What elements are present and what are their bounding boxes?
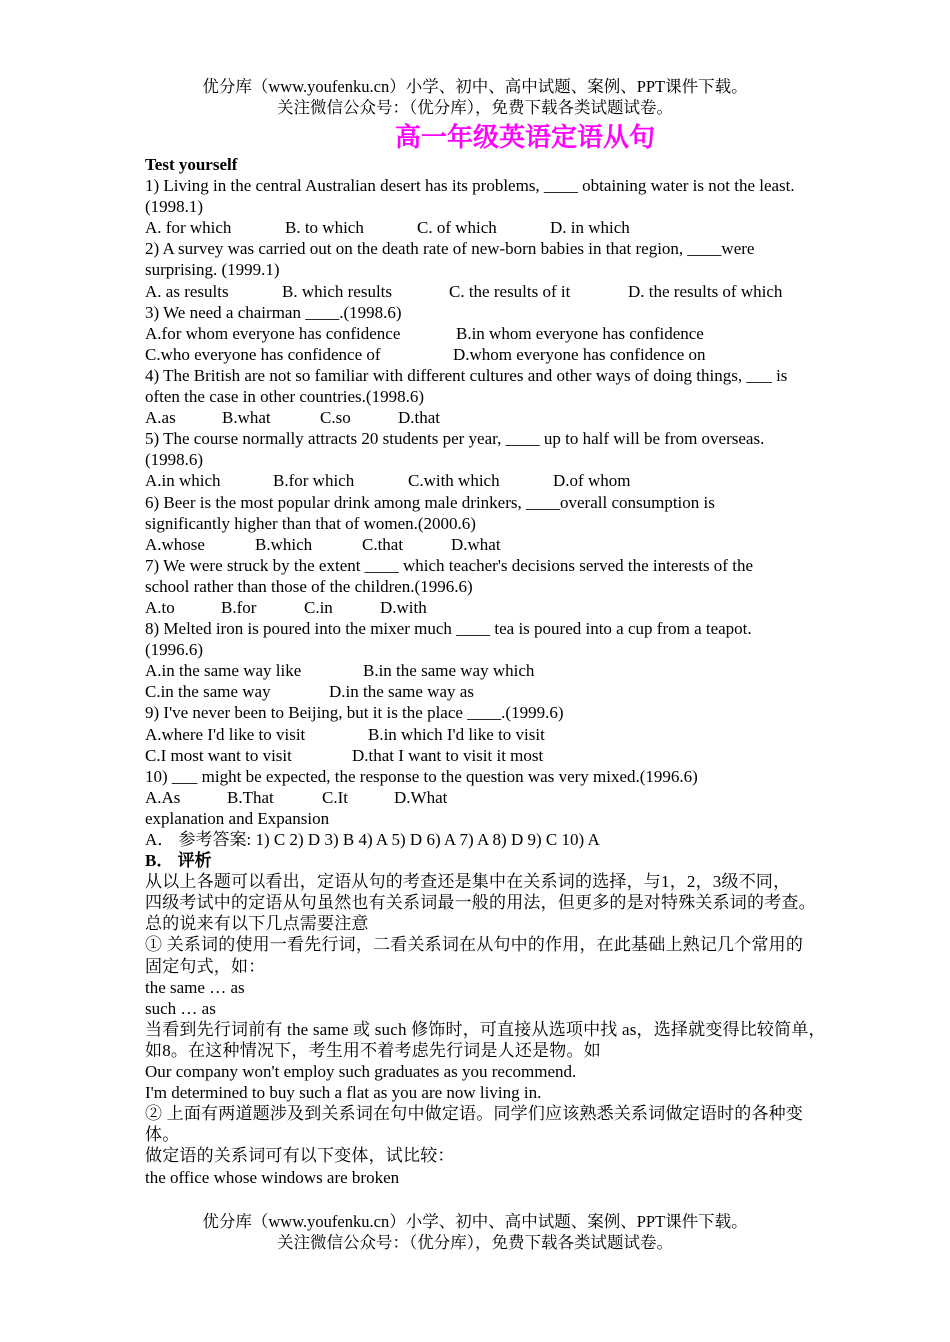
option-a: A.where I'd like to visit [145, 724, 306, 744]
option-c: C.in the same way [145, 682, 271, 702]
option-a: A.to [145, 597, 175, 617]
paragraph-line: 四级考试中的定语从句虽然也有关系词最一般的用法，但更多的是对特殊关系词的考查。 [145, 893, 816, 913]
question-stem: 5) The course normally attracts 20 students per year, ____ up to half will be from overseas. [145, 429, 765, 449]
option-b: B.in which I'd like to visit [368, 724, 545, 744]
section-heading: Test yourself [145, 155, 238, 174]
question-stem: 2) A survey was carried out on the death rate of new-born babies in that region, ____were [145, 239, 755, 259]
option-d: D.whom everyone has confidence on [453, 344, 706, 364]
option-a: A.as [145, 408, 176, 428]
option-a: A.whose [145, 534, 205, 554]
question-options [145, 787, 905, 808]
option-c: C.that [362, 534, 404, 554]
header-line-1: 优分库（www.youfenku.cn）小学、初中、高中试题、案例、PPT课件下载。 [202, 77, 748, 96]
option-a: A.As [145, 787, 181, 807]
document-body [145, 154, 905, 1188]
question-options [145, 281, 905, 302]
explanation-heading: explanation and Expansion [145, 808, 330, 828]
option-b: B. which results [282, 281, 393, 301]
option-c: C. of which [417, 218, 497, 238]
paragraph-line: 总的说来有以下几点需要注意 [145, 914, 369, 934]
question-stem: 1) Living in the central Australian desert has its problems, ____ obtaining water is not the least. [145, 176, 795, 196]
question-stem-cont: (1998.1) [145, 197, 204, 217]
question-options [145, 217, 905, 238]
option-b: B.That [227, 787, 274, 807]
example-sentence: the office whose windows are broken [145, 1167, 400, 1187]
option-d: D.of whom [553, 471, 631, 491]
paragraph-line: ① 关系词的使用一看先行词，二看关系词在从句中的作用，在此基础上熟记几个常用的 [145, 935, 804, 955]
question-stem-cont: (1996.6) [145, 640, 204, 660]
example-sentence: Our company won't employ such graduates as you recommend. [145, 1062, 577, 1082]
footer-line-1: 优分库（www.youfenku.cn）小学、初中、高中试题、案例、PPT课件下载。 [202, 1212, 748, 1231]
question-options [145, 534, 905, 555]
question-stem-cont: surprising. (1999.1) [145, 260, 280, 280]
question-stem-cont: school rather than those of the children.(1996.6) [145, 576, 473, 596]
question-stem-cont: significantly higher than that of women.(2000.6) [145, 513, 476, 533]
answer-key: A． 参考答案: 1) C 2) D 3) B 4) A 5) D 6) A 7) A 8) D 9) C 10) A [145, 830, 600, 849]
page-header [0, 76, 950, 118]
analysis-heading: B． 评析 [145, 851, 212, 871]
option-d: D. in which [550, 218, 630, 238]
option-d: D.What [394, 787, 448, 807]
paragraph-line: 固定句式，如： [145, 956, 266, 976]
question-options [145, 597, 905, 618]
option-b: B.which [255, 534, 313, 554]
option-b: B.what [222, 408, 271, 428]
option-c: C.It [322, 787, 348, 807]
question-stem: 10) ___ might be expected, the response to the question was very mixed.(1996.6) [145, 766, 698, 786]
option-a: A. as results [145, 281, 229, 301]
question-stem-cont: often the case in other countries.(1998.6) [145, 387, 424, 407]
question-stem: 4) The British are not so familiar with different cultures and other ways of doing things, ___ is [145, 365, 788, 385]
question-options [145, 407, 905, 428]
option-b: B.for which [273, 471, 355, 491]
question-stem: 3) We need a chairman ____.(1998.6) [145, 302, 402, 322]
question-options [145, 724, 905, 745]
pattern-example: the same … as [145, 977, 245, 997]
example-sentence: I'm determined to buy such a flat as you are now living in. [145, 1083, 542, 1103]
question-options [145, 681, 905, 702]
question-stem: 7) We were struck by the extent ____ which teacher's decisions served the interests of the [145, 555, 753, 575]
option-d: D. the results of which [628, 281, 783, 301]
paragraph-line: 从以上各题可以看出，定语从句的考查还是集中在关系词的选择，与1，2，3级不同， [145, 872, 791, 892]
question-options [145, 745, 905, 766]
question-stem: 9) I've never been to Beijing, but it is the place ____.(1999.6) [145, 703, 564, 723]
page-footer [0, 1211, 950, 1253]
document-title: 高一年级英语定语从句 [394, 123, 655, 153]
question-options [145, 660, 905, 681]
option-d: D.that I want to visit it most [352, 745, 544, 765]
option-a: A.in which [145, 471, 221, 491]
option-b: B.in the same way which [363, 661, 535, 681]
option-c: C.with which [408, 471, 500, 491]
question-stem: 6) Beer is the most popular drink among male drinkers, ____overall consumption is [145, 492, 715, 512]
option-c: C.so [320, 408, 351, 428]
option-b: B.for [221, 597, 257, 617]
option-c: C.who everyone has confidence of [145, 344, 381, 364]
option-c: C.in [304, 597, 333, 617]
option-a: A. for which [145, 218, 232, 238]
question-options [145, 323, 905, 344]
option-d: D.in the same way as [329, 682, 474, 702]
option-d: D.what [451, 534, 501, 554]
option-b: B. to which [285, 218, 364, 238]
option-d: D.with [380, 597, 427, 617]
question-options [145, 470, 905, 491]
paragraph-line: 体。 [145, 1125, 180, 1145]
pattern-example: such … as [145, 998, 216, 1018]
paragraph-line: 做定语的关系词可有以下变体，试比较： [145, 1146, 455, 1166]
option-c: C.I most want to visit [145, 745, 292, 765]
question-stem: 8) Melted iron is poured into the mixer much ____ tea is poured into a cup from a teapot. [145, 619, 752, 639]
option-c: C. the results of it [449, 281, 571, 301]
option-d: D.that [398, 408, 441, 428]
option-a: A.in the same way like [145, 661, 302, 681]
paragraph-line: 当看到先行词前有 the same 或 such 修饰时，可直接从选项中找 as，选择就变得比较简单， [145, 1019, 826, 1039]
option-a: A.for whom everyone has confidence [145, 323, 401, 343]
option-b: B.in whom everyone has confidence [456, 323, 704, 343]
question-options [145, 344, 905, 365]
footer-line-2: 关注微信公众号：（优分库），免费下载各类试题试卷。 [277, 1233, 673, 1252]
paragraph-line: ② 上面有两道题涉及到关系词在句中做定语。同学们应该熟悉关系词做定语时的各种变 [145, 1104, 804, 1124]
paragraph-line: 如8。在这种情况下，考生用不着考虑先行词是人还是物。如 [145, 1040, 601, 1060]
header-line-2: 关注微信公众号：（优分库），免费下载各类试题试卷。 [277, 98, 673, 117]
question-stem-cont: (1998.6) [145, 450, 204, 470]
